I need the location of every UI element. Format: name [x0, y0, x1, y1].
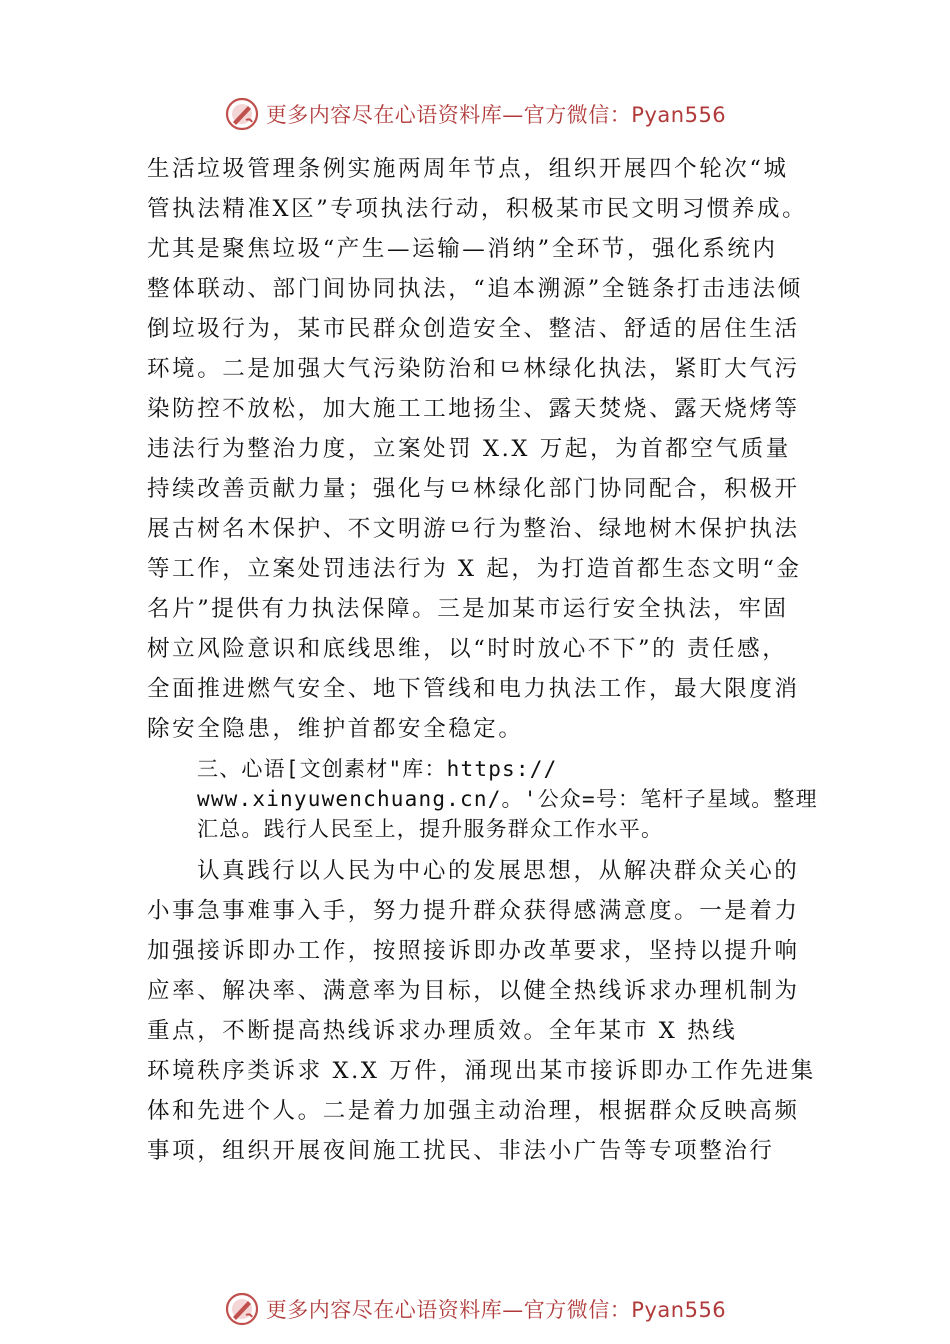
text-line: 违法行为整治力度，立案处罚 X.X 万起，为首都空气质量 [147, 436, 791, 462]
text-line: 管执法精准Ⅹ区”专项执法行动，积极某市民文明习惯养成。 [147, 196, 808, 222]
text-line: 重点，不断提高热线诉求办理质效。全年某市 X 热线 [147, 1018, 738, 1044]
text-line: 等工作，立案处罚违法行为 X 起，为打造首都生态文明“金 [147, 556, 802, 582]
banner-text: 更多内容尽在心语资料库—官方微信：Pyan556 [265, 1298, 727, 1322]
text-line: 名片”提供有力执法保障。三是加某市运行安全执法，牢固 [147, 596, 789, 622]
section-heading-line: 汇总。践行人民至上，提升服务群众工作水平。 [197, 817, 664, 841]
brand-logo-icon [224, 1291, 260, 1327]
footer-banner [0, 1287, 950, 1331]
text-line: 整体联动、部门间协同执法，“追本溯源”全链条打击违法倾 [147, 276, 803, 302]
section-heading-line: 三、心语[文创素材"库：https:// [197, 757, 558, 781]
text-line: 体和先进个人。二是着力加强主动治理，根据群众反映高频 [147, 1098, 800, 1124]
text-line: 倒垃圾行为，某市民群众创造安全、整洁、舒适的居住生活 [147, 316, 800, 342]
text-line: 展古树名木保护、不文明游⺋行为整治、绿地树木保护执法 [147, 516, 800, 542]
text-line: 加强接诉即办工作，按照接诉即办改革要求，坚持以提升响 [147, 938, 800, 964]
text-line: 生活垃圾管理条例实施两周年节点，组织开展四个轮次“城 [147, 156, 789, 182]
section-heading-line: www.xinyuwenchuang.cn/。'公众=号：笔杆子星域。整理 [197, 787, 818, 811]
banner-text: 更多内容尽在心语资料库—官方微信：Pyan556 [265, 103, 727, 127]
text-line: 小事急事难事入手，努力提升群众获得感满意度。一是着力 [147, 898, 800, 924]
text-line: 事项，组织开展夜间施工扰民、非法小广告等专项整治行 [147, 1138, 775, 1164]
text-line: 尤其是聚焦垃圾“产生—运输—消纳”全环节，强化系统内 [147, 236, 778, 262]
text-line: 应率、解决率、满意率为目标，以健全热线诉求办理机制为 [147, 978, 800, 1004]
text-line: 树立风险意识和底线思维，以“时时放心不下”的 责任感， [147, 636, 788, 662]
text-line: 认真践行以人民为中心的发展思想，从解决群众关心的 [197, 858, 800, 884]
text-line: 全面推进燃气安全、地下管线和电力执法工作，最大限度消 [147, 676, 800, 702]
text-line: 环境秩序类诉求 X.X 万件，涌现出某市接诉即办工作先进集 [147, 1058, 816, 1084]
text-line: 染防控不放松，加大施工工地扬尘、露天焚烧、露天烧烤等 [147, 396, 800, 422]
text-line: 持续改善贡献力量；强化与⺋林绿化部门协同配合，积极开 [147, 476, 800, 502]
text-line: 除安全隐患，维护首都安全稳定。 [147, 716, 524, 742]
text-line: 环境。二是加强大气污染防治和⺋林绿化执法，紧盯大气污 [147, 356, 800, 382]
